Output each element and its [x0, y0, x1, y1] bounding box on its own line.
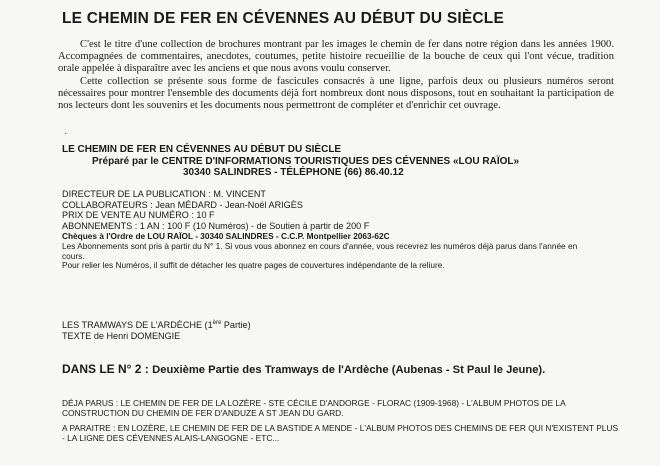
issue-subject — [62, 318, 602, 331]
masthead — [62, 144, 622, 179]
binding-note: Pour relier les Numéros, il suffit de détacher les quatre pages de couvertures indépendante de la reliure. — [62, 260, 445, 271]
next-issue — [62, 362, 622, 376]
issue-subject-end: Partie) — [221, 320, 251, 331]
subscriptions-line: ABONNEMENTS : 1 AN : 100 F (10 Numéros) - de Soutien à partir de 200 F — [62, 220, 370, 231]
issue-subject-superscript: ère — [212, 320, 222, 326]
intro-text — [58, 39, 614, 114]
masthead-title: LE CHEMIN DE FER EN CÉVENNES AU DÉBUT DU SIÈCLE — [62, 144, 342, 155]
stray-mark: · — [64, 128, 68, 139]
masthead-address: 30340 SALINDRES - TÉLÉPHONE (66) 86.40.12 — [183, 167, 404, 178]
subscription-note: Les Abonnements sont pris à partir du N° 1. Si vous vous abonnez en cours d'année, vous recevrez les numéros déjà parus dans l'année en cours. — [62, 240, 578, 261]
intro-paragraph-1: C'est le titre d'une collection de brochures montrant par les images le chemin de fer dans notre région dans les années 1900. Accompagnées de commentaires, anecdotes, coutumes, petite histoire recueillie de la bouche de ceux qui l'ont vécue, tradition orale appelée à disparaître avec les anciens et que nous avons voulu conserver. — [58, 39, 614, 74]
publication-lists — [62, 399, 622, 449]
issue-subject-text: LES TRAMWAYS DE L'ARDÈCHE (1 — [62, 320, 213, 331]
price-line: PRIX DE VENTE AU NUMÉRO : 10 F — [62, 210, 215, 221]
next-issue-text: Deuxième Partie des Tramways de l'Ardèche (Aubenas - St Paul le Jeune). — [152, 364, 546, 376]
issue-author: TEXTE de Henri DOMENGIE — [62, 331, 181, 342]
cheques-line: Chèques à l'Ordre de LOU RAÏOL - 30340 SALINDRES - C.C.P. Montpellier 2063-62C — [62, 231, 390, 242]
credits-block — [62, 189, 602, 271]
intro-paragraph-2: Cette collection se présente sous forme de fascicules consacrés à une ligne, parfois deux ou plusieurs numéros seront nécessaires pour montrer l'ensemble des documents déjà fort nombreux dont nous disposons, tout en souhaitant la participation de nos lecteurs dont les souvenirs et les documents nous permettront de compléter et d'enrichir cet ouvrage. — [58, 76, 614, 111]
next-issue-head: DANS LE N° 2 : — [62, 362, 153, 376]
masthead-publisher: Préparé par le CENTRE D'INFORMATIONS TOURISTIQUES DES CÉVENNES «LOU RAÏOL» — [92, 155, 520, 167]
published-list: DÉJA PARUS : LE CHEMIN DE FER DE LA LOZÈRE - STE CÉCILE D'ANDORGE - FLORAC (1909-1968) - L'ALBUM PHOTOS DE LA CONSTRUCTION DU CHEMIN DE FER D'ANDUZE A ST JEAN DU GARD. — [62, 398, 566, 418]
upcoming-list: A PARAITRE : EN LOZÈRE, LE CHEMIN DE FER DE LA BASTIDE A MENDE - L'ALBUM PHOTOS DES CHEMINS DE FER QUI N'EXISTENT PLUS - LA LIGNE DES CÉVENNES ALAIS-LANGOGNE - ETC... — [62, 423, 619, 443]
collaborators-line: COLLABORATEURS : Jean MÉDARD - Jean-Noël ARIGÈS — [62, 199, 303, 210]
page-title: LE CHEMIN DE FER EN CÉVENNES AU DÉBUT DU SIÈCLE — [62, 10, 505, 27]
director-line: DIRECTEUR DE LA PUBLICATION : M. VINCENT — [62, 189, 266, 199]
issue-contents — [62, 318, 602, 342]
